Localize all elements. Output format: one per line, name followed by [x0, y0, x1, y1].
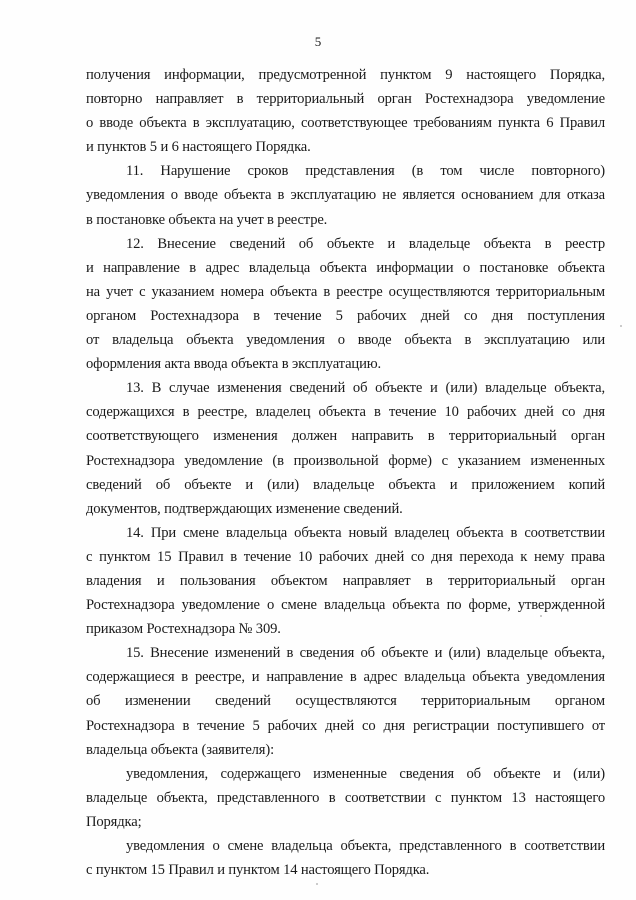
text-line: уведомления о смене владельца объекта, представленного в соответствии — [126, 838, 605, 854]
text-line: органом Ростехнадзора в течение 5 рабочих дней со дня поступления — [86, 307, 605, 324]
text-line: повторно направляет в территориальный орган Ростехнадзора уведомление — [86, 91, 605, 108]
scan-artifact — [316, 883, 318, 885]
text-line: Ростехнадзора уведомление о смене владельца объекта по форме, утвержденной — [86, 597, 605, 614]
text-line: приказом Ростехнадзора № 309. — [86, 621, 281, 638]
text-line: об изменении сведений осуществляются территориальным органом — [86, 693, 605, 710]
page-number: 5 — [314, 34, 322, 49]
text-line: владения и пользования объектом направляет в территориальный орган — [86, 572, 605, 589]
text-line: получения информации, предусмотренной пунктом 9 настоящего Порядка, — [86, 67, 605, 83]
text-line: документов, подтверждающих изменение сведений. — [86, 500, 403, 517]
scan-artifact — [540, 615, 542, 617]
scan-artifact — [620, 325, 622, 327]
text-line: 14. При смене владельца объекта новый владелец объекта в соответствии — [126, 524, 605, 541]
paragraph-item-13 — [86, 376, 605, 521]
paragraph-item-15-sub-1 — [86, 762, 605, 834]
text-line: соответствующего изменения должен направить в территориальный орган — [86, 428, 605, 445]
paragraph-item-15-sub-2 — [86, 834, 605, 882]
text-line: Ростехнадзора уведомление (в произвольной форме) с указанием измененных — [86, 452, 605, 469]
text-line: сведений об объекте и (или) владельце объекта и приложением копий — [86, 476, 605, 493]
text-line: 15. Внесение изменений в сведения об объекте и (или) владельце объекта, — [126, 645, 605, 662]
text-line: на учет с указанием номера объекта в реестре осуществляются территориальным — [86, 283, 605, 300]
text-line: о вводе объекта в эксплуатацию, соответствующее требованиям пункта 6 Правил — [86, 115, 605, 132]
text-line: Ростехнадзора в течение 5 рабочих дней со дня регистрации поступившего от — [86, 717, 605, 734]
paragraph-continuation — [86, 63, 605, 159]
text-line: уведомления, содержащего измененные сведения об объекте и (или) — [126, 765, 605, 782]
text-line: владельце объекта, представленного в соответствии с пунктом 13 настоящего — [86, 789, 605, 806]
text-line: в постановке объекта на учет в реестре. — [86, 211, 328, 228]
text-line: Порядка; — [86, 813, 142, 830]
text-line: 11. Нарушение сроков представления (в том числе повторного) — [126, 163, 605, 180]
paragraph-item-11 — [86, 159, 605, 231]
text-line: от владельца объекта уведомления о вводе объекта в эксплуатацию или — [86, 332, 605, 349]
text-line: 12. Внесение сведений об объекте и владельце объекта в реестр — [126, 235, 605, 252]
text-line: уведомления о вводе объекта в эксплуатацию не является основанием для отказа — [86, 187, 605, 204]
paragraph-item-15 — [86, 641, 605, 761]
text-line: с пунктом 15 Правил в течение 10 рабочих дней со дня перехода к нему права — [86, 548, 605, 565]
paragraph-item-12 — [86, 232, 605, 377]
document-body — [86, 63, 605, 882]
text-line: 13. В случае изменения сведений об объекте и (или) владельце объекта, — [126, 380, 605, 397]
text-line: и пунктов 5 и 6 настоящего Порядка. — [86, 139, 311, 156]
paragraph-item-14 — [86, 521, 605, 641]
text-line: с пунктом 15 Правил и пунктом 14 настоящего Порядка. — [86, 862, 430, 879]
text-line: владельца объекта (заявителя): — [86, 741, 274, 758]
text-line: содержащихся в реестре, владелец объекта в течение 10 рабочих дней со дня — [86, 404, 605, 421]
text-line: и направление в адрес владельца объекта информации о постановке объекта — [86, 259, 605, 276]
text-line: содержащиеся в реестре, и направление в адрес владельца объекта уведомления — [86, 669, 605, 686]
text-line: оформления акта ввода объекта в эксплуатацию. — [86, 356, 381, 373]
